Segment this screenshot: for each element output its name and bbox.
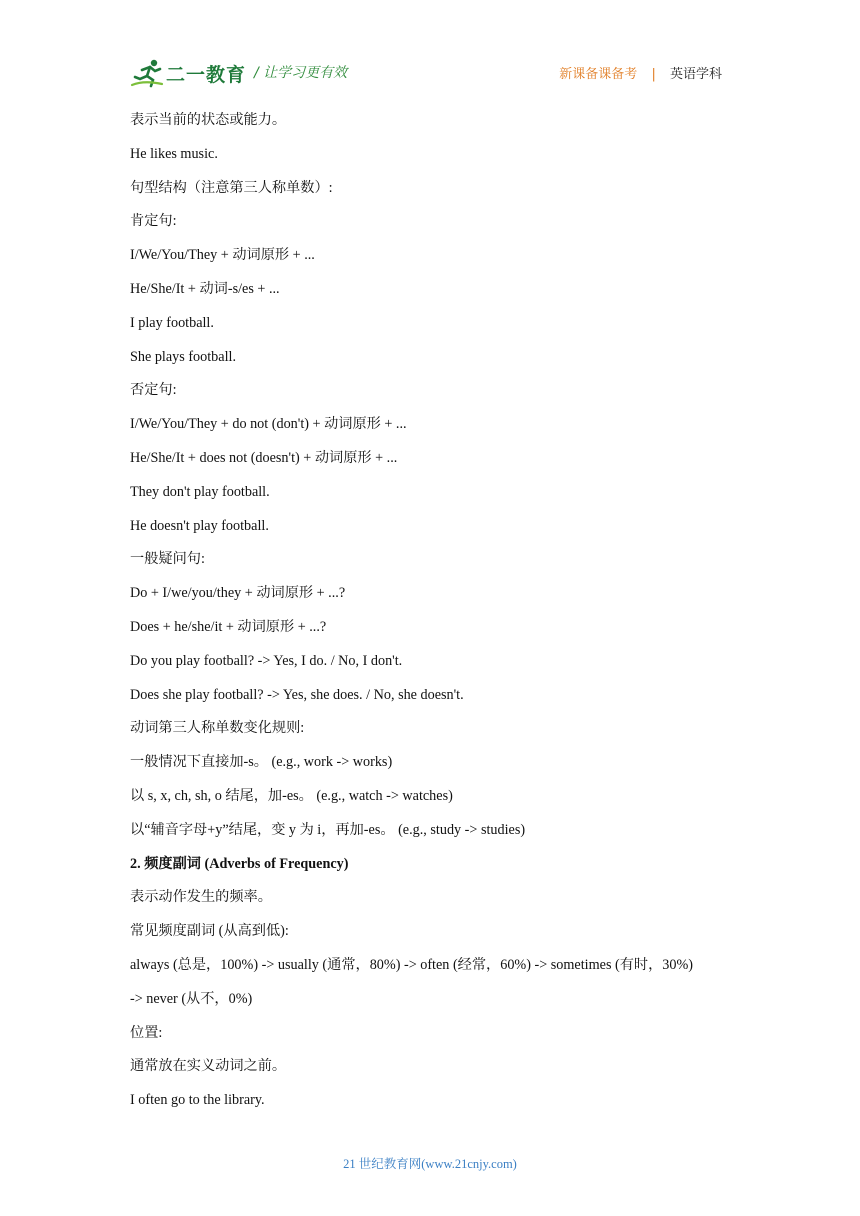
text-line: 一般情况下直接加-s。 (e.g., work -> works): [130, 754, 393, 771]
text-line: They don't play football.: [130, 483, 270, 500]
text-line: 表示动作发生的频率。: [130, 889, 272, 906]
text-line: 一般疑问句:: [130, 551, 205, 568]
text-line: 以 s, x, ch, sh, o 结尾，加-es。 (e.g., watch -> watches): [130, 787, 453, 804]
document-body: [130, 108, 750, 1122]
tag-separator: |: [651, 67, 656, 82]
section-heading: 2. 频度副词 (Adverbs of Frequency): [130, 855, 349, 872]
slogan: / 让学习更有效: [254, 65, 348, 81]
text-line: 表示当前的状态或能力。: [130, 112, 287, 128]
text-line: I/We/You/They + 动词原形 + ...: [130, 247, 315, 264]
text-line: Does + he/she/it + 动词原形 + ...?: [130, 618, 327, 635]
logo-text: 二一教育: [166, 63, 247, 86]
text-line: He/She/It + 动词-s/es + ...: [130, 280, 280, 297]
text-line: 以“辅音字母+y”结尾，变 y 为 i，再加-es。 (e.g., study -> studies): [130, 821, 526, 838]
text-line: He doesn't play football.: [130, 517, 269, 534]
subject-tag: [559, 63, 722, 82]
text-line: 常见频度副词 (从高到低):: [130, 923, 289, 940]
text-line: 位置:: [130, 1024, 163, 1041]
logo: [130, 58, 246, 88]
text-line: He likes music.: [130, 145, 218, 162]
running-figure-icon: [130, 58, 164, 88]
text-line: Do you play football? -> Yes, I do. / No, I don't.: [130, 652, 403, 669]
text-line: I/We/You/They + do not (don't) + 动词原形 + ...: [130, 416, 407, 433]
page-header: [130, 56, 730, 92]
text-line: 肯定句:: [130, 213, 177, 230]
text-line: 通常放在实义动词之前。: [130, 1058, 287, 1075]
text-line: always (总是，100%) -> usually (通常，80%) -> often (经常，60%) -> sometimes (有时，30%): [130, 956, 694, 973]
tag-subject: 英语学科: [669, 67, 722, 82]
text-line: -> never (从不，0%): [130, 990, 253, 1007]
text-line: She plays football.: [130, 348, 236, 365]
text-line: 动词第三人称单数变化规则:: [130, 720, 305, 737]
text-line: Do + I/we/you/they + 动词原形 + ...?: [130, 585, 346, 602]
text-line: I often go to the library.: [130, 1092, 265, 1109]
text-line: 句型结构（注意第三人称单数）:: [130, 179, 333, 196]
text-line: I play football.: [130, 314, 214, 331]
text-line: Does she play football? -> Yes, she does. / No, she doesn't.: [130, 686, 464, 703]
tag-course-prep: 新课备课备考: [559, 67, 638, 82]
page-footer: 21 世纪教育网(www.21cnjy.com): [343, 1157, 517, 1171]
text-line: He/She/It + does not (doesn't) + 动词原形 + ...: [130, 449, 398, 466]
text-line: 否定句:: [130, 382, 177, 399]
